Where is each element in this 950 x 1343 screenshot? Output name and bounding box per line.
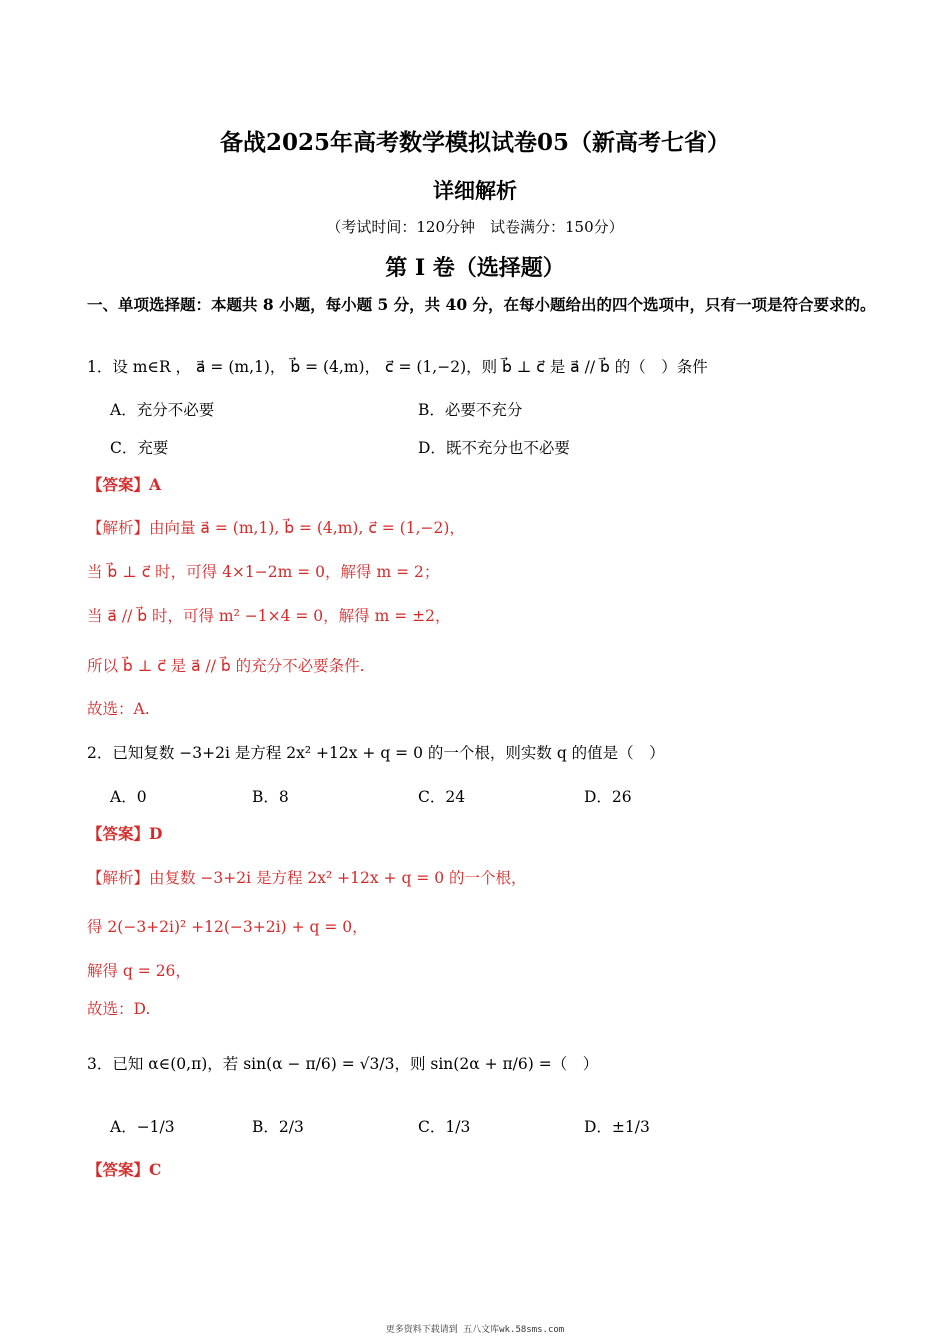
q2-analysis-line: 解得 q = 26， xyxy=(87,962,191,980)
q3-option-a: A．−1/3 xyxy=(110,1118,175,1136)
page-title: 备战2025年高考数学模拟试卷05（新高考七省） xyxy=(219,129,731,156)
q2-option-a: A．0 xyxy=(110,788,147,806)
question-2-stem: 2．已知复数 −3+2i 是方程 2x² +12x + q = 0 的一个根，则实数 q 的值是（ ） xyxy=(87,744,665,762)
question-3-stem: 3．已知 α∈(0,π)，若 sin(α − π/6) = √3/3，则 sin(2α + π/6) =（ ） xyxy=(87,1055,599,1073)
question-1-stem: 1．设 m∈R ， a⃗ = (m,1)， b⃗ = (4,m)， c⃗ = (1,−2)，则 b⃗ ⊥ c⃗ 是 a⃗ // b⃗ 的（ ）条件 xyxy=(87,358,708,376)
q2-option-b: B．8 xyxy=(252,788,289,806)
q2-analysis-line: 【解析】由复数 −3+2i 是方程 2x² +12x + q = 0 的一个根， xyxy=(87,869,527,887)
q3-option-b: B．2/3 xyxy=(252,1118,304,1136)
q3-option-c: C．1/3 xyxy=(418,1118,471,1136)
q1-option-c: C．充要 xyxy=(110,439,169,457)
exam-time-info: （考试时间：120分钟 试卷满分：150分） xyxy=(326,218,624,236)
q1-analysis-line: 当 b⃗ ⊥ c⃗ 时，可得 4×1−2m = 0，解得 m = 2； xyxy=(87,563,440,581)
page-footer: 更多资料下载请到 五八文库wk.58sms.com xyxy=(385,1325,565,1335)
q2-answer: 【答案】D xyxy=(87,824,163,843)
q1-analysis-line: 所以 b⃗ ⊥ c⃗ 是 a⃗ // b⃗ 的充分不必要条件. xyxy=(87,657,365,675)
q1-analysis-line: 故选：A. xyxy=(87,700,150,718)
q2-option-c: C．24 xyxy=(418,788,466,806)
q2-option-d: D．26 xyxy=(584,788,632,806)
q1-analysis-line: 【解析】由向量 a⃗ = (m,1), b⃗ = (4,m), c⃗ = (1,−2)， xyxy=(87,519,465,537)
q1-option-b: B．必要不充分 xyxy=(418,401,523,419)
q1-answer: 【答案】A xyxy=(87,475,162,494)
q1-option-d: D．既不充分也不必要 xyxy=(418,439,570,457)
volume-heading: 第 I 卷（选择题） xyxy=(385,255,565,281)
q2-analysis-line: 得 2(−3+2i)² +12(−3+2i) + q = 0， xyxy=(87,918,368,936)
q1-option-a: A．充分不必要 xyxy=(110,401,215,419)
q3-option-d: D．±1/3 xyxy=(584,1118,650,1136)
page-subtitle: 详细解析 xyxy=(433,178,517,203)
q1-analysis-line: 当 a⃗ // b⃗ 时，可得 m² −1×4 = 0，解得 m = ±2， xyxy=(87,607,451,625)
section-heading: 一、单项选择题：本题共 8 小题，每小题 5 分，共 40 分，在每小题给出的四个选项中，只有一项是符合要求的。 xyxy=(87,295,876,314)
q3-answer: 【答案】C xyxy=(87,1160,162,1179)
q2-analysis-line: 故选：D. xyxy=(87,1000,151,1018)
